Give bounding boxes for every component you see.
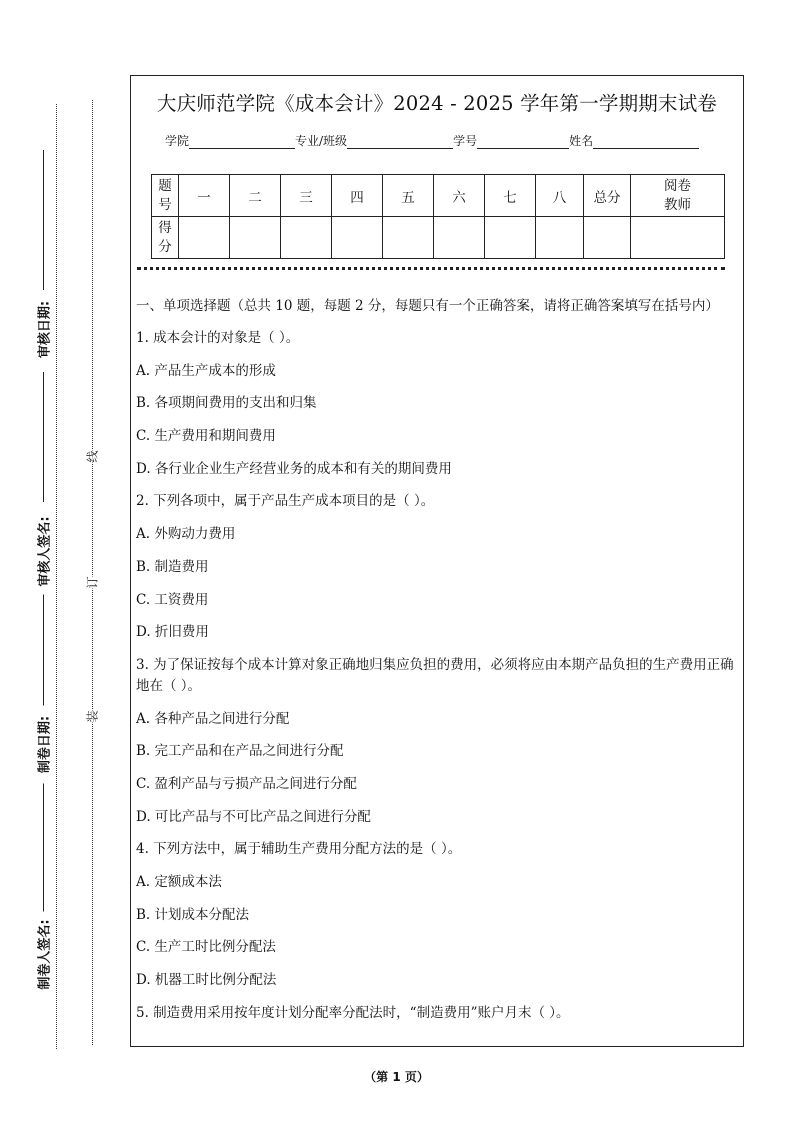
score-row-header: 得分 <box>152 217 179 259</box>
option: D. 可比产品与不可比产品之间进行分配 <box>136 808 371 825</box>
cut-mark-bind: 订 <box>85 576 100 589</box>
score-cell-4[interactable] <box>332 217 383 259</box>
exam-title: 大庆师范学院《成本会计》2024 - 2025 学年第一学期期末试卷 <box>156 92 718 115</box>
score-cell-5[interactable] <box>383 217 434 259</box>
compiler-signature-label: 制卷人签名: <box>32 912 55 998</box>
college-field[interactable] <box>189 135 295 149</box>
col-header-7: 七 <box>485 175 536 217</box>
option: B. 各项期间费用的支出和归集 <box>136 395 317 412</box>
question-number-header: 题号 <box>152 175 179 217</box>
signature-guide-line <box>56 104 57 1049</box>
compile-date-label: 制卷日期: <box>32 706 55 784</box>
binding-margin <box>0 0 125 1122</box>
question-stem: 1. 成本会计的对象是（ ）。 <box>136 330 300 346</box>
name-field[interactable] <box>593 135 699 149</box>
col-header-8: 八 <box>536 175 584 217</box>
option: D. 机器工时比例分配法 <box>136 972 277 989</box>
score-cell-grader[interactable] <box>631 217 725 259</box>
score-cell-1[interactable] <box>179 217 230 259</box>
option: D. 各行业企业生产经营业务的成本和有关的期间费用 <box>136 460 452 477</box>
option: D. 折旧费用 <box>136 624 209 641</box>
score-cell-2[interactable] <box>230 217 281 259</box>
cut-mark-pack: 装 <box>85 710 100 723</box>
question-stem: 3. 为了保证按每个成本计算对象正确地归集应负担的费用，必须将应由本期产品负担的生产费用正确地在（ ）。 <box>136 656 734 694</box>
option: B. 制造费用 <box>136 558 209 575</box>
score-cell-total[interactable] <box>584 217 631 259</box>
option: C. 生产工时比例分配法 <box>136 939 276 956</box>
col-header-grader: 阅卷教师 <box>631 175 725 217</box>
name-label: 姓名 <box>569 134 594 148</box>
compile-date-blank[interactable] <box>43 582 44 712</box>
reviewer-signature-blank[interactable] <box>43 372 44 502</box>
review-date-blank[interactable] <box>43 150 44 290</box>
option: C. 工资费用 <box>136 591 209 608</box>
cut-line <box>92 100 93 1045</box>
question-stem: 5. 制造费用采用按年度计划分配率分配法时，“制造费用”账户月末（ ）。 <box>136 1004 570 1021</box>
page-number: （第 1 页） <box>364 1070 429 1084</box>
option: A. 各种产品之间进行分配 <box>136 710 290 727</box>
option: A. 外购动力费用 <box>136 526 236 543</box>
option: B. 计划成本分配法 <box>136 906 250 923</box>
question-stem: 4. 下列方法中，属于辅助生产费用分配方法的是（ ）。 <box>136 841 462 858</box>
reviewer-signature-label: 审核人签名: <box>32 509 55 595</box>
col-header-3: 三 <box>281 175 332 217</box>
col-header-5: 五 <box>383 175 434 217</box>
cut-mark-line: 线 <box>85 450 100 463</box>
exam-paper-frame <box>130 75 744 1047</box>
student-info-line <box>165 132 699 149</box>
option: A. 产品生产成本的形成 <box>136 362 276 379</box>
college-label: 学院 <box>165 134 190 148</box>
col-header-4: 四 <box>332 175 383 217</box>
major-class-label: 专业/班级 <box>295 134 348 148</box>
student-id-field[interactable] <box>477 135 569 149</box>
question-stem: 2. 下列各项中，属于产品生产成本项目的是（ ）。 <box>136 493 435 510</box>
score-table <box>151 174 725 259</box>
col-header-2: 二 <box>230 175 281 217</box>
col-header-total: 总分 <box>584 175 631 217</box>
col-header-1: 一 <box>179 175 230 217</box>
score-cell-7[interactable] <box>485 217 536 259</box>
score-cell-8[interactable] <box>536 217 584 259</box>
option: C. 盈利产品与亏损产品之间进行分配 <box>136 775 357 792</box>
major-class-field[interactable] <box>347 135 453 149</box>
student-id-label: 学号 <box>453 134 478 148</box>
dotted-separator <box>137 267 725 270</box>
compiler-signature-blank[interactable] <box>43 780 44 915</box>
review-date-label: 审核日期: <box>32 291 55 369</box>
score-cell-3[interactable] <box>281 217 332 259</box>
option: C. 生产费用和期间费用 <box>136 428 276 445</box>
col-header-6: 六 <box>434 175 485 217</box>
exam-content <box>136 296 739 1035</box>
score-cell-6[interactable] <box>434 217 485 259</box>
option: A. 定额成本法 <box>136 874 222 890</box>
section-heading: 一、单项选择题（总共 10 题，每题 2 分，每题只有一个正确答案，请将正确答案填写在括号内） <box>136 298 719 314</box>
option: B. 完工产品和在产品之间进行分配 <box>136 743 344 760</box>
